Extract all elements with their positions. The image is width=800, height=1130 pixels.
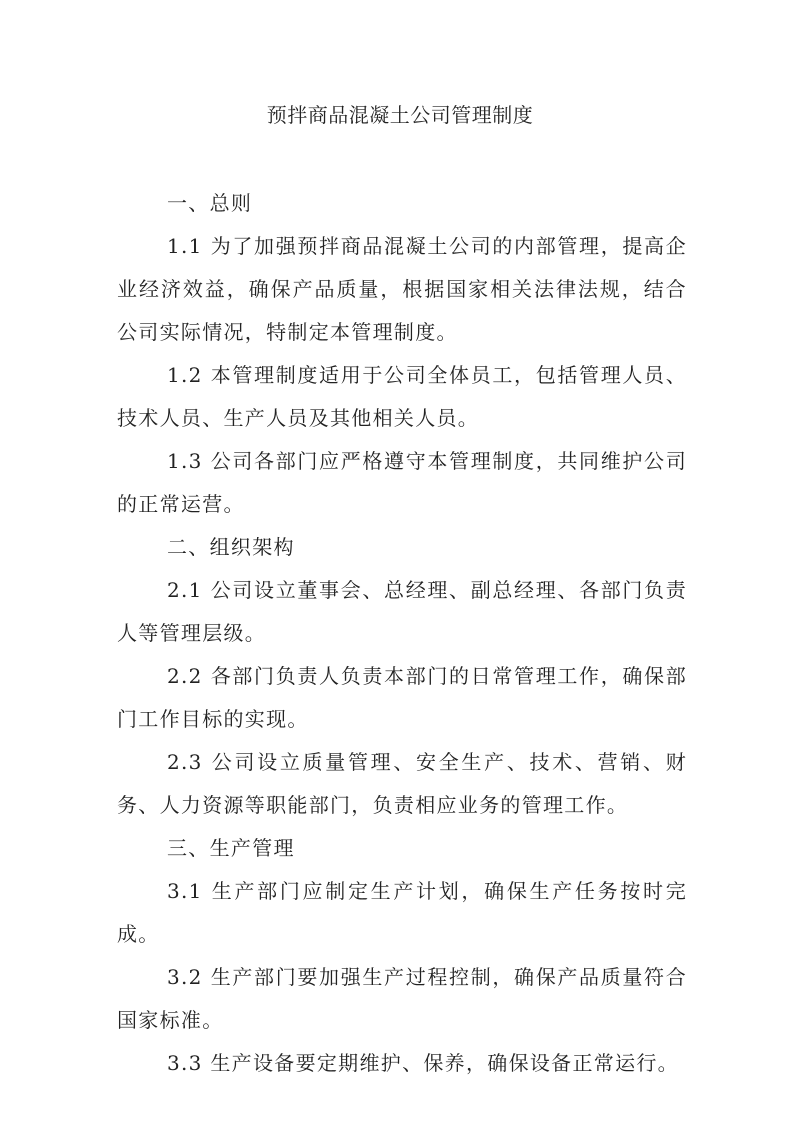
paragraph-3-3: 3.3 生产设备要定期维护、保养，确保设备正常运行。 (167, 1051, 679, 1075)
paragraph-3-2: 3.2 生产部门要加强生产过程控制，确保产品质量符合国家标准。 (117, 965, 687, 1032)
paragraph-3-1: 3.1 生产部门应制定生产计划，确保生产任务按时完成。 (117, 879, 687, 946)
paragraph-1-2: 1.2 本管理制度适用于公司全体员工，包括管理人员、技术人员、生产人员及其他相关人员。 (117, 363, 687, 430)
paragraph-2-3: 2.3 公司设立质量管理、安全生产、技术、营销、财务、人力资源等职能部门，负责相应业务的管理工作。 (117, 750, 687, 817)
document-body (117, 182, 687, 1085)
paragraph-1-1: 1.1 为了加强预拌商品混凝土公司的内部管理，提高企业经济效益，确保产品质量，根据国家相关法律法规，结合公司实际情况，特制定本管理制度。 (117, 234, 687, 344)
document-title: 预拌商品混凝土公司管理制度 (266, 103, 534, 127)
paragraph-2-2: 2.2 各部门负责人负责本部门的日常管理工作，确保部门工作目标的实现。 (117, 664, 687, 731)
section-heading-organization: 二、组织架构 (167, 535, 295, 559)
section-heading-general: 一、总则 (167, 191, 253, 215)
section-heading-production: 三、生产管理 (167, 836, 295, 860)
paragraph-2-1: 2.1 公司设立董事会、总经理、副总经理、各部门负责人等管理层级。 (117, 578, 687, 645)
paragraph-1-3: 1.3 公司各部门应严格遵守本管理制度，共同维护公司的正常运营。 (117, 449, 687, 516)
